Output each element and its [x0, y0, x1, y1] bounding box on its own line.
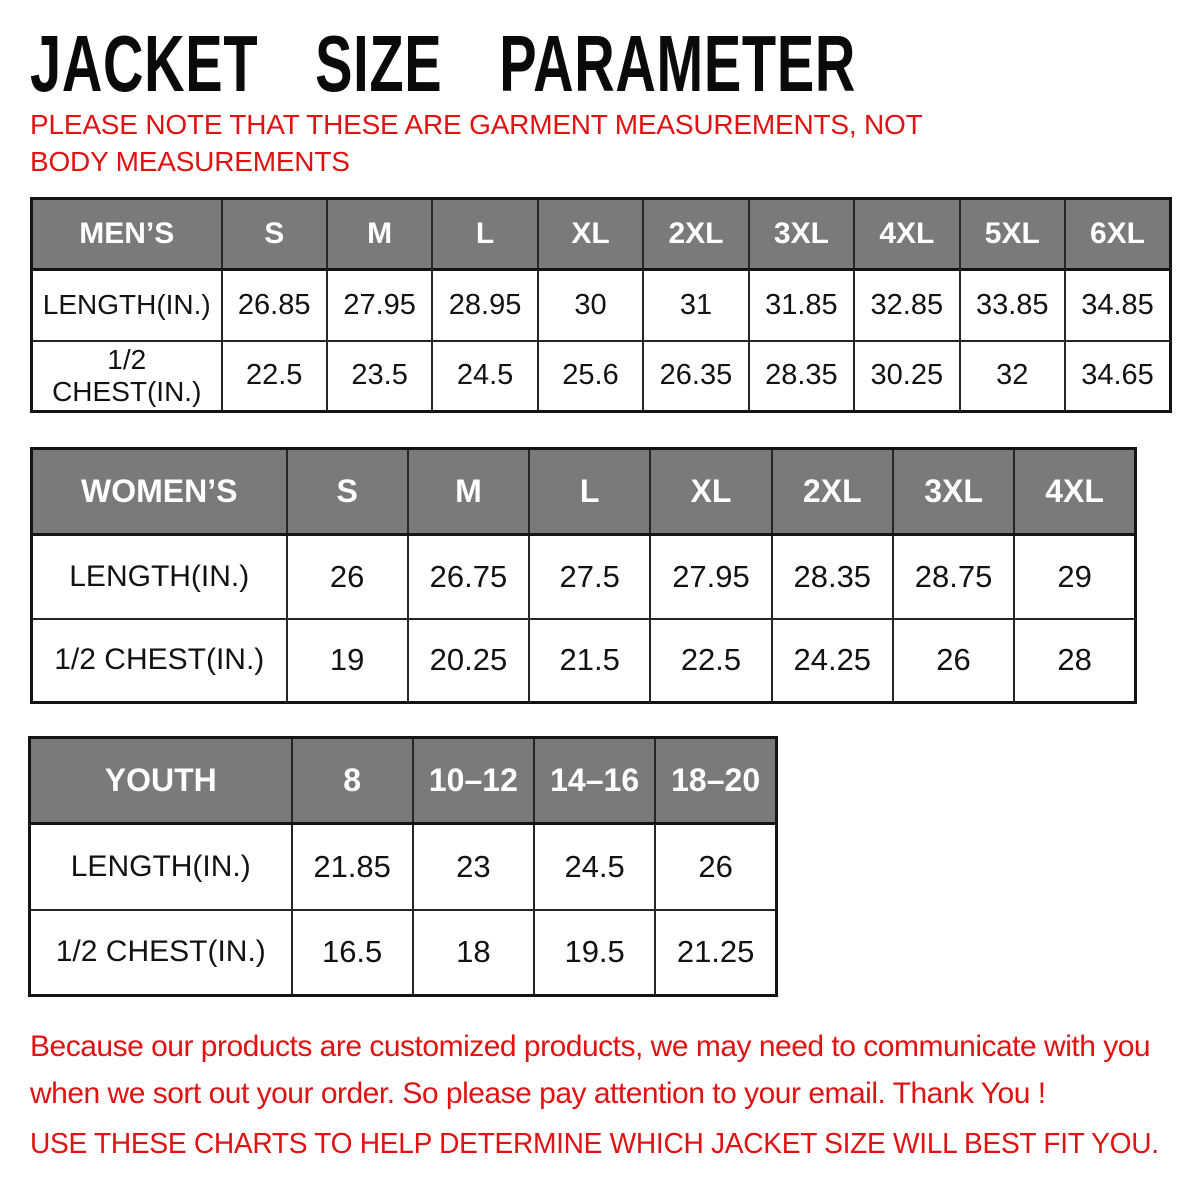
womens-header-row — [32, 449, 1136, 535]
mens-size-s: S — [222, 199, 327, 270]
womens-length-l: 27.5 — [529, 535, 650, 619]
womens-chest-xl: 22.5 — [650, 619, 771, 703]
womens-size-4xl: 4XL — [1014, 449, 1135, 535]
womens-length-2xl: 28.35 — [772, 535, 893, 619]
mens-size-4xl: 4XL — [854, 199, 959, 270]
page-title: JACKET SIZE PARAMETER — [30, 19, 857, 108]
youth-chest-18-20: 21.25 — [655, 910, 776, 996]
mens-size-2xl: 2XL — [643, 199, 748, 270]
mens-chest-l: 24.5 — [432, 341, 537, 412]
mens-length-6xl: 34.85 — [1065, 270, 1171, 341]
mens-size-m: M — [327, 199, 432, 270]
mens-length-4xl: 32.85 — [854, 270, 959, 341]
youth-length-14-16: 24.5 — [534, 824, 655, 910]
youth-length-row — [30, 824, 777, 910]
youth-length-8: 21.85 — [292, 824, 413, 910]
mens-length-row — [32, 270, 1171, 341]
womens-size-l: L — [529, 449, 650, 535]
womens-table-title: WOMEN’S — [32, 449, 287, 535]
mens-length-l: 28.95 — [432, 270, 537, 341]
womens-chest-l: 21.5 — [529, 619, 650, 703]
chart-usage-advice: USE THESE CHARTS TO HELP DETERMINE WHICH JACKET SIZE WILL BEST FIT YOU. — [30, 1128, 1159, 1160]
mens-chest-5xl: 32 — [960, 341, 1065, 412]
womens-chest-3xl: 26 — [893, 619, 1014, 703]
mens-chest-label: 1/2 CHEST(IN.) — [32, 341, 222, 412]
womens-chest-2xl: 24.25 — [772, 619, 893, 703]
womens-chest-row — [32, 619, 1136, 703]
womens-size-m: M — [408, 449, 529, 535]
mens-chest-2xl: 26.35 — [643, 341, 748, 412]
mens-length-xl: 30 — [538, 270, 643, 341]
mens-chest-row — [32, 341, 1171, 412]
mens-length-2xl: 31 — [643, 270, 748, 341]
womens-length-xl: 27.95 — [650, 535, 771, 619]
youth-size-14-16: 14–16 — [534, 738, 655, 824]
youth-header-row — [30, 738, 777, 824]
mens-chest-m: 23.5 — [327, 341, 432, 412]
mens-chest-s: 22.5 — [222, 341, 327, 412]
mens-size-6xl: 6XL — [1065, 199, 1171, 270]
garment-measurement-note: PLEASE NOTE THAT THESE ARE GARMENT MEASUREMENTS, NOT BODY MEASUREMENTS — [30, 109, 923, 178]
mens-chest-6xl: 34.65 — [1065, 341, 1171, 412]
mens-length-3xl: 31.85 — [749, 270, 854, 341]
mens-size-l: L — [432, 199, 537, 270]
womens-length-s: 26 — [287, 535, 408, 619]
womens-size-table — [30, 447, 1137, 704]
womens-length-3xl: 28.75 — [893, 535, 1014, 619]
mens-size-3xl: 3XL — [749, 199, 854, 270]
youth-size-10-12: 10–12 — [413, 738, 534, 824]
mens-header-row — [32, 199, 1171, 270]
womens-chest-m: 20.25 — [408, 619, 529, 703]
mens-size-xl: XL — [538, 199, 643, 270]
youth-chest-8: 16.5 — [292, 910, 413, 996]
womens-length-row — [32, 535, 1136, 619]
mens-length-s: 26.85 — [222, 270, 327, 341]
mens-table-title: MEN’S — [32, 199, 222, 270]
womens-size-s: S — [287, 449, 408, 535]
womens-size-3xl: 3XL — [893, 449, 1014, 535]
womens-chest-s: 19 — [287, 619, 408, 703]
womens-chest-4xl: 28 — [1014, 619, 1135, 703]
youth-length-18-20: 26 — [655, 824, 776, 910]
womens-size-xl: XL — [650, 449, 771, 535]
mens-size-5xl: 5XL — [960, 199, 1065, 270]
youth-chest-10-12: 18 — [413, 910, 534, 996]
youth-size-8: 8 — [292, 738, 413, 824]
youth-chest-label: 1/2 CHEST(IN.) — [30, 910, 292, 996]
womens-chest-label: 1/2 CHEST(IN.) — [32, 619, 287, 703]
mens-length-label: LENGTH(IN.) — [32, 270, 222, 341]
mens-chest-4xl: 30.25 — [854, 341, 959, 412]
youth-length-label: LENGTH(IN.) — [30, 824, 292, 910]
mens-chest-xl: 25.6 — [538, 341, 643, 412]
mens-chest-3xl: 28.35 — [749, 341, 854, 412]
youth-chest-14-16: 19.5 — [534, 910, 655, 996]
mens-length-m: 27.95 — [327, 270, 432, 341]
womens-length-m: 26.75 — [408, 535, 529, 619]
youth-table-title: YOUTH — [30, 738, 292, 824]
youth-size-18-20: 18–20 — [655, 738, 776, 824]
womens-length-label: LENGTH(IN.) — [32, 535, 287, 619]
youth-size-table — [28, 736, 778, 997]
customization-notice: Because our products are customized products, we may need to communicate with you when we sort out your order. So please pay attention to your email. Thank You ! — [30, 1030, 1151, 1110]
mens-length-5xl: 33.85 — [960, 270, 1065, 341]
womens-length-4xl: 29 — [1014, 535, 1135, 619]
youth-length-10-12: 23 — [413, 824, 534, 910]
youth-chest-row — [30, 910, 777, 996]
womens-size-2xl: 2XL — [772, 449, 893, 535]
mens-size-table — [30, 197, 1172, 413]
